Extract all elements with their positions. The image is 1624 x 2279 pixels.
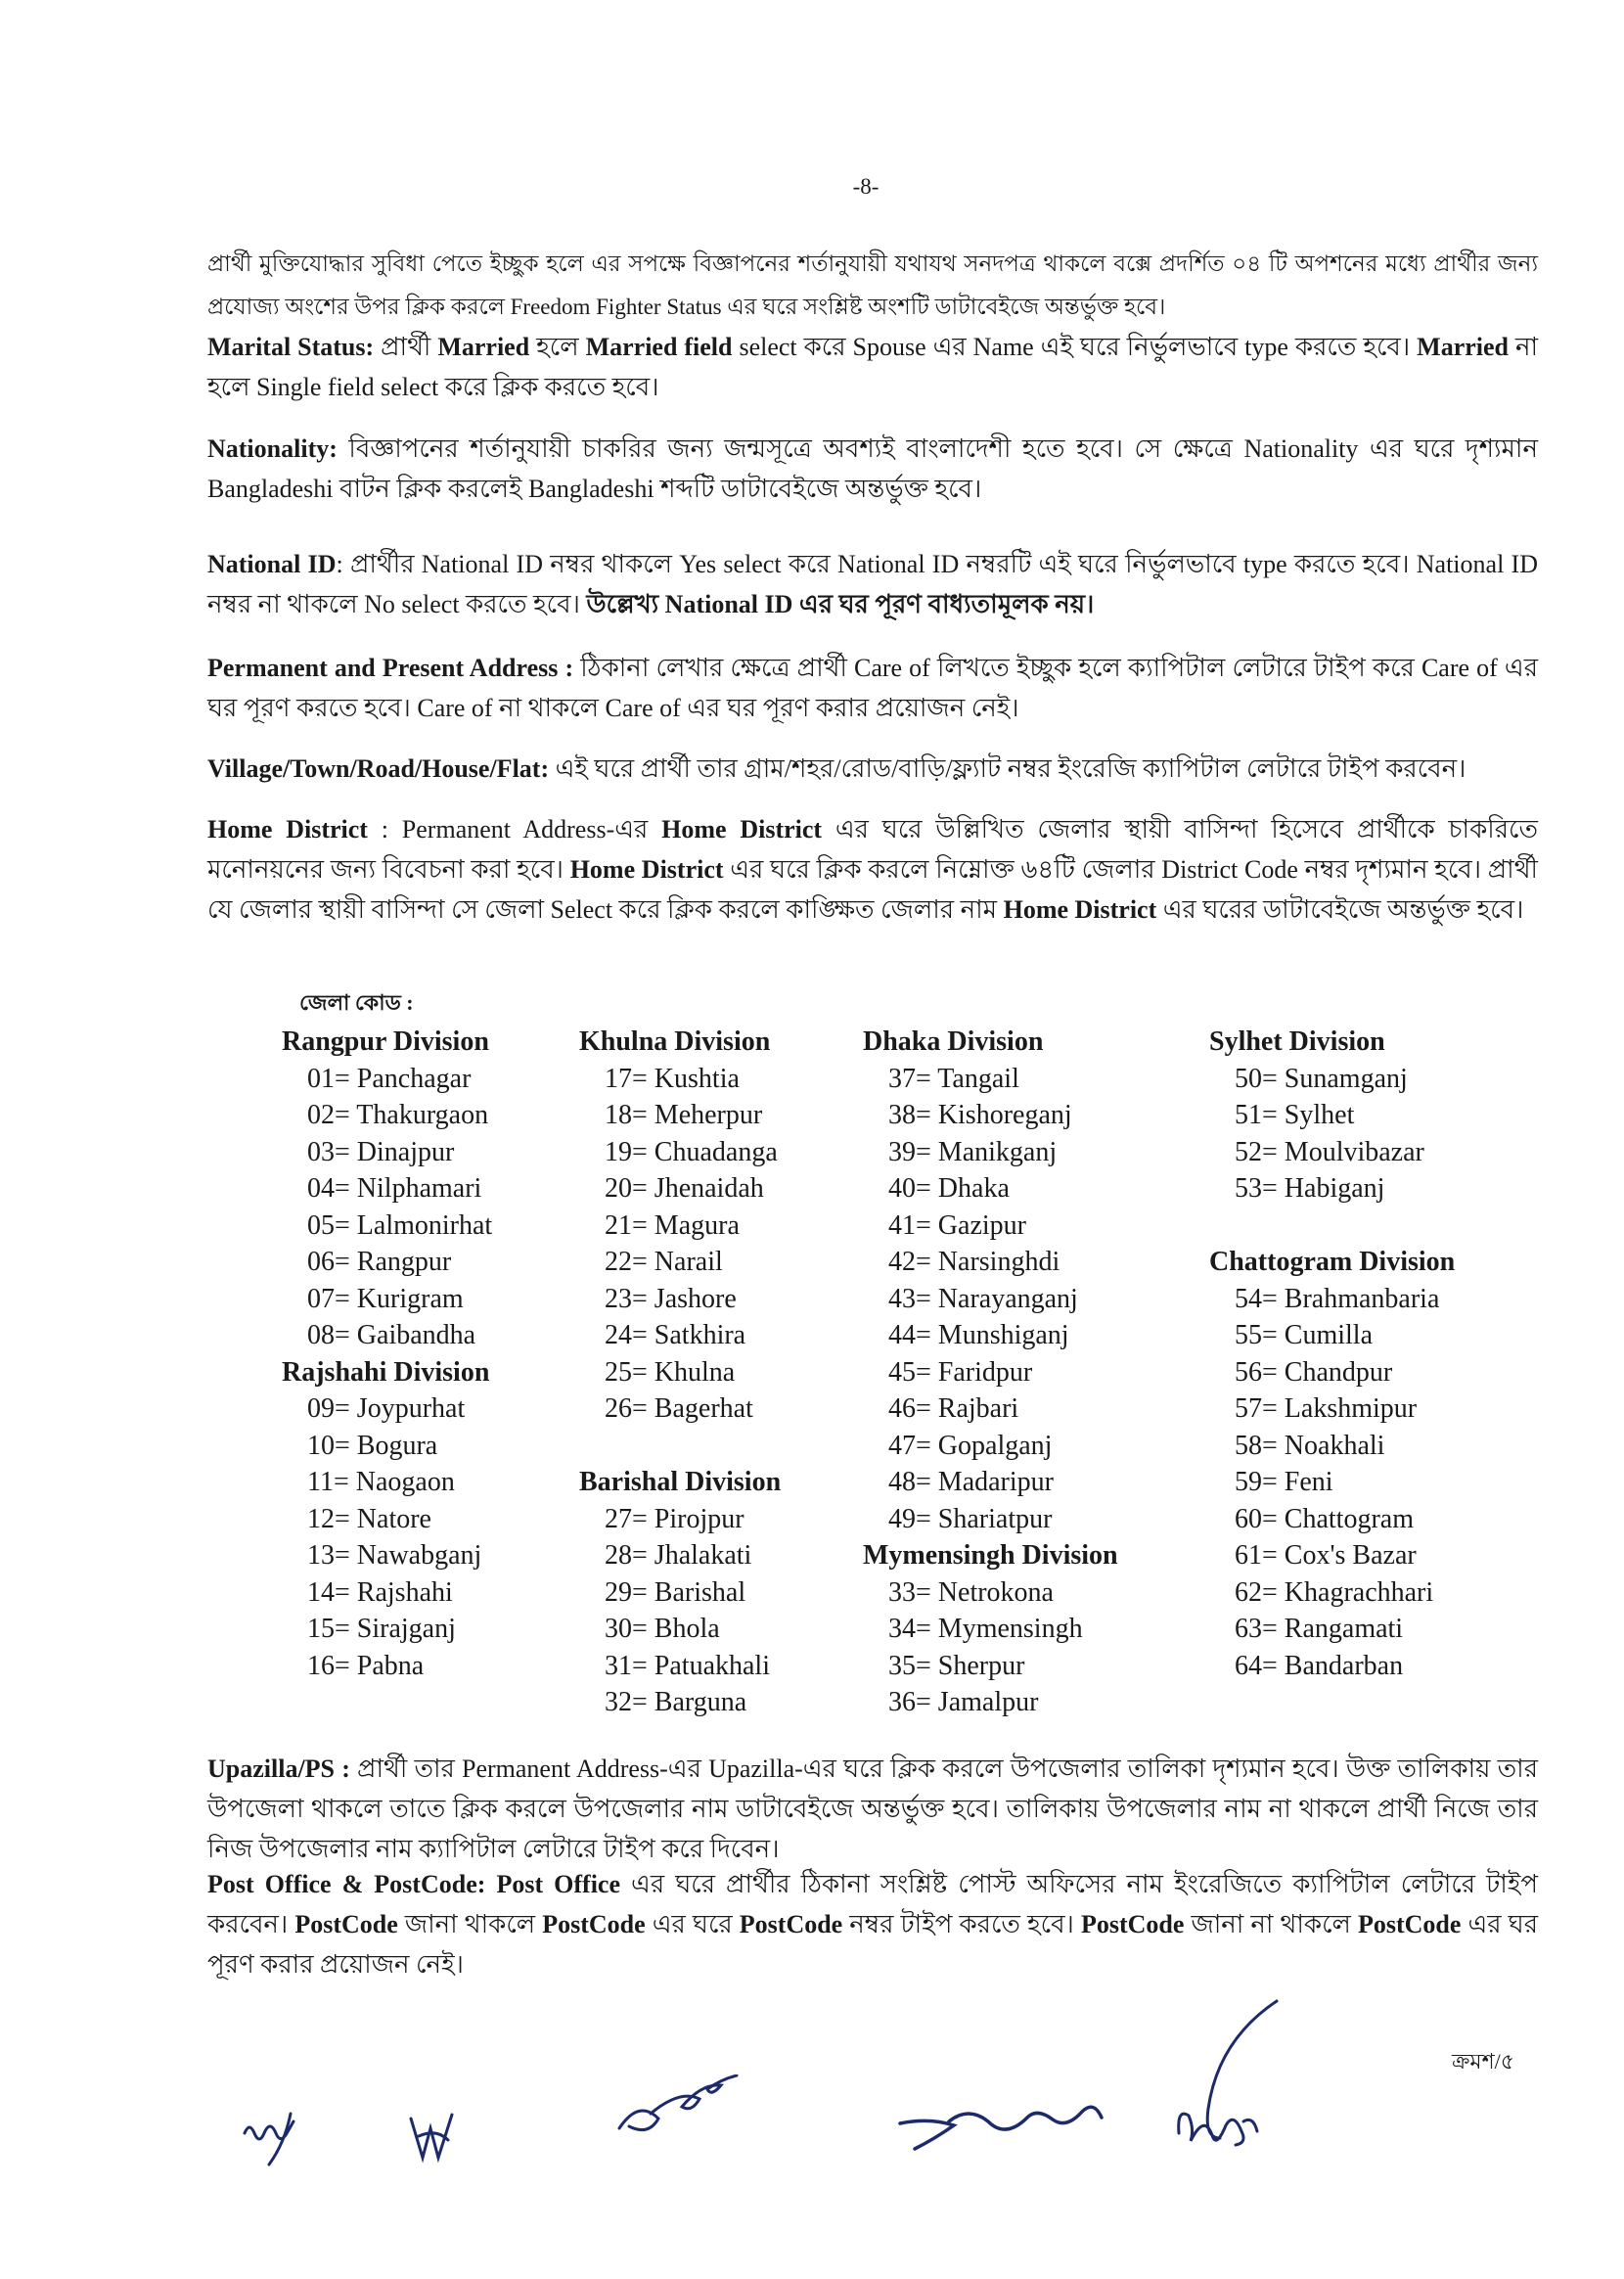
home-district-text: এর ঘরে ক্লিক করলে নিম্নোক্ত ৬৪টি জেলার District Code নম্বর দৃশ্যমান হবে। প্রার্থী যে জেলার স্থায়ী বাসিন্দা সে জেলা Select করে ক্লিক করলে কাঙ্ক্ষিত জেলার নাম bbox=[207, 855, 1538, 924]
district-entry: 56= Chandpur bbox=[1235, 1356, 1393, 1388]
district-entry: 44= Munshiganj bbox=[888, 1320, 1069, 1350]
marital-bold: Married bbox=[437, 333, 530, 361]
district-entry: 63= Rangamati bbox=[1235, 1614, 1404, 1644]
district-entry: 53= Habiganj bbox=[1235, 1173, 1385, 1204]
signature-4 bbox=[895, 2094, 1110, 2163]
district-entry: 64= Bandarban bbox=[1235, 1650, 1404, 1681]
signature-1 bbox=[240, 2104, 318, 2172]
district-entry: 52= Moulvibazar bbox=[1235, 1136, 1424, 1167]
division-heading: Rajshahi Division bbox=[282, 1356, 490, 1388]
district-entry: 10= Bogura bbox=[307, 1430, 438, 1461]
district-entry: 23= Jashore bbox=[605, 1283, 737, 1314]
national-id-note: উল্লেখ্য National ID এর ঘর পূরণ বাধ্যতামূলক নয়। bbox=[586, 590, 1095, 618]
district-list bbox=[1209, 1061, 1455, 1208]
district-entry: 49= Shariatpur bbox=[888, 1503, 1053, 1534]
district-entry: 38= Kishoreganj bbox=[888, 1100, 1072, 1130]
district-entry: 22= Narail bbox=[605, 1247, 723, 1277]
signature-2 bbox=[401, 2099, 470, 2177]
district-entry: 51= Sylhet bbox=[1235, 1100, 1355, 1130]
district-entry: 05= Lalmonirhat bbox=[307, 1209, 493, 1241]
district-entry: 06= Rangpur bbox=[307, 1247, 452, 1277]
district-entry: 16= Pabna bbox=[307, 1650, 425, 1681]
district-entry: 62= Khagrachhari bbox=[1235, 1576, 1434, 1608]
district-entry: 11= Naogaon bbox=[307, 1467, 455, 1497]
district-entry: 20= Jhenaidah bbox=[605, 1173, 764, 1204]
district-entry: 17= Kushtia bbox=[605, 1063, 740, 1094]
division-heading: Khulna Division bbox=[579, 1026, 771, 1057]
post-text: জানা না থাকলে bbox=[1184, 1910, 1358, 1938]
district-entry: 28= Jhalakati bbox=[605, 1540, 752, 1571]
home-district-bold: Home District bbox=[1003, 895, 1157, 924]
district-entry: 26= Bagerhat bbox=[605, 1393, 753, 1424]
national-id-paragraph bbox=[207, 544, 1538, 624]
home-district-text: : Permanent Address-এর bbox=[367, 815, 662, 843]
freedom-fighter-paragraph bbox=[207, 243, 1538, 329]
district-column-4 bbox=[1209, 1024, 1455, 1684]
district-entry: 03= Dinajpur bbox=[307, 1136, 455, 1167]
marital-text: হলে bbox=[529, 333, 586, 361]
district-entry: 59= Feni bbox=[1235, 1467, 1333, 1497]
district-entry: 61= Cox's Bazar bbox=[1235, 1540, 1417, 1571]
address-text: ঠিকানা লেখার ক্ষেত্রে প্রার্থী Care of লিখতে ইচ্ছুক হলে ক্যাপিটাল লেটারে টাইপ করে Care of এর ঘর পূরণ করতে হবে। Care of না থাকলে Care of এর ঘর পূরণ করার প্রয়োজন নেই। bbox=[207, 654, 1538, 722]
national-id-label: National ID bbox=[207, 550, 337, 578]
post-bold: PostCode bbox=[1080, 1910, 1185, 1938]
district-list bbox=[1209, 1281, 1455, 1685]
post-text: এর ঘরে bbox=[645, 1910, 740, 1938]
district-list bbox=[863, 1061, 1118, 1538]
district-entry: 09= Joypurhat bbox=[307, 1393, 466, 1424]
district-entry: 36= Jamalpur bbox=[888, 1687, 1039, 1717]
village-paragraph bbox=[207, 749, 1538, 789]
division-heading: Rangpur Division bbox=[282, 1026, 489, 1057]
district-codes-label: জেলা কোড : bbox=[299, 990, 414, 1015]
post-bold: Post Office bbox=[485, 1870, 621, 1898]
division-heading: Mymensingh Division bbox=[863, 1540, 1118, 1571]
home-district-text: এর ঘরে উল্লিখিত জেলার স্থায়ী বাসিন্দা হিসেবে প্রার্থীকে চাকরিতে মনোনয়নের জন্য বিবেচনা করা হবে। bbox=[207, 815, 1538, 884]
marital-status-paragraph bbox=[207, 327, 1538, 407]
division-heading: Dhaka Division bbox=[863, 1026, 1044, 1057]
upazila-paragraph bbox=[207, 1749, 1538, 1869]
district-entry: 57= Lakshmipur bbox=[1235, 1393, 1418, 1424]
village-label: Village/Town/Road/House/Flat: bbox=[207, 754, 550, 783]
post-text: জানা থাকলে bbox=[397, 1910, 543, 1938]
nationality-paragraph bbox=[207, 429, 1538, 509]
division-heading: Sylhet Division bbox=[1209, 1026, 1385, 1057]
district-entry: 37= Tangail bbox=[888, 1063, 1019, 1094]
signature-3 bbox=[611, 2074, 758, 2143]
post-text: এর ঘর পূরণ করার প্রয়োজন নেই। bbox=[207, 1910, 1539, 1979]
district-entry: 54= Brahmanbaria bbox=[1235, 1283, 1440, 1314]
home-district-label: Home District bbox=[207, 815, 368, 843]
freedom-fighter-text: প্রার্থী মুক্তিযোদ্ধার সুবিধা পেতে ইচ্ছুক হলে এর সপক্ষে বিজ্ঞাপনের শর্তানুযায়ী যথাযথ সনদপত্র থাকলে বক্সে প্রদর্শিত ০৪ টি অপশনের মধ্যে প্রার্থীর জন্য প্রযোজ্য অংশের উপর ক্লিক করলে Freedom Fighter Status এর ঘরে সংশ্লিষ্ট অংশটি ডাটাবেইজে অন্তর্ভুক্ত হবে। bbox=[207, 251, 1538, 319]
district-entry: 15= Sirajganj bbox=[307, 1614, 456, 1644]
post-office-paragraph bbox=[207, 1864, 1538, 1984]
district-entry: 18= Meherpur bbox=[605, 1100, 763, 1130]
marital-text: না হলে Single field select করে ক্লিক করতে হবে। bbox=[207, 333, 1539, 401]
home-district-bold: Home District bbox=[661, 815, 823, 843]
home-district-text: এর ঘরের ডাটাবেইজে অন্তর্ভুক্ত হবে। bbox=[1156, 895, 1524, 924]
marital-bold: Married field bbox=[585, 333, 733, 361]
district-column-3 bbox=[863, 1024, 1118, 1721]
district-entry: 01= Panchagar bbox=[307, 1063, 472, 1094]
district-entry: 40= Dhaka bbox=[888, 1173, 1010, 1204]
post-bold: PostCode bbox=[739, 1910, 843, 1938]
upazila-label: Upazilla/PS : bbox=[207, 1755, 350, 1783]
upazila-text: প্রার্থী তার Permanent Address-এর Upazilla-এর ঘরে ক্লিক করলে উপজেলার তালিকা দৃশ্যমান হবে। উক্ত তালিকায় তার উপজেলা থাকলে তাতে ক্লিক করলে উপজেলার নাম ডাটাবেইজে অন্তর্ভুক্ত হবে। তালিকায় উপজেলার নাম না থাকলে প্রার্থী নিজে তার নিজ উপজেলার নাম ক্যাপিটাল লেটারে টাইপ করে দিবেন। bbox=[207, 1755, 1538, 1863]
post-bold: PostCode bbox=[542, 1910, 646, 1938]
post-text: নম্বর টাইপ করতে হবে। bbox=[842, 1910, 1081, 1938]
nationality-label: Nationality: bbox=[207, 434, 338, 463]
district-entry: 02= Thakurgaon bbox=[307, 1100, 489, 1130]
district-entry: 39= Manikganj bbox=[888, 1136, 1058, 1167]
marital-text: select করে Spouse এর Name এই ঘরে নির্ভুলভাবে type করতে হবে। bbox=[732, 333, 1418, 361]
district-list bbox=[579, 1501, 781, 1721]
post-text: এর ঘরে প্রার্থীর ঠিকানা সংশ্লিষ্ট পোস্ট অফিসের নাম ইংরেজিতে ক্যাপিটাল লেটারে টাইপ করবেন। bbox=[207, 1870, 1538, 1938]
signature-5 bbox=[1159, 1996, 1286, 2163]
nationality-text: বিজ্ঞাপনের শর্তানুযায়ী চাকরির জন্য জন্মসূত্রে অবশ্যই বাংলাদেশী হতে হবে। সে ক্ষেত্রে Nationality এর ঘরে দৃশ্যমান Bangladeshi বাটন ক্লিক করলেই Bangladeshi শব্দটি ডাটাবেইজে অন্তর্ভুক্ত হবে। bbox=[207, 434, 1538, 503]
address-label: Permanent and Present Address : bbox=[207, 654, 574, 682]
district-list bbox=[579, 1061, 781, 1428]
district-entry: 41= Gazipur bbox=[888, 1209, 1026, 1241]
post-bold: PostCode bbox=[294, 1910, 398, 1938]
address-paragraph bbox=[207, 648, 1538, 728]
district-entry: 35= Sherpur bbox=[888, 1650, 1025, 1681]
division-heading: Barishal Division bbox=[579, 1467, 782, 1497]
district-column-1 bbox=[282, 1024, 492, 1684]
district-entry: 46= Rajbari bbox=[888, 1393, 1019, 1424]
district-entry: 50= Sunamganj bbox=[1235, 1063, 1408, 1094]
district-entry: 21= Magura bbox=[605, 1209, 740, 1241]
district-entry: 43= Narayanganj bbox=[888, 1283, 1078, 1314]
post-office-label: Post Office & PostCode: bbox=[207, 1870, 486, 1898]
division-heading: Chattogram Division bbox=[1209, 1247, 1456, 1277]
district-entry: 25= Khulna bbox=[605, 1356, 736, 1388]
district-entry: 13= Nawabganj bbox=[307, 1540, 482, 1571]
marital-bold: Married bbox=[1417, 333, 1509, 361]
district-entry: 14= Rajshahi bbox=[307, 1576, 453, 1608]
district-entry: 08= Gaibandha bbox=[307, 1320, 476, 1350]
marital-status-label: Marital Status: bbox=[207, 333, 375, 361]
district-column-2 bbox=[579, 1024, 781, 1721]
district-entry: 48= Madaripur bbox=[888, 1467, 1054, 1497]
home-district-paragraph bbox=[207, 809, 1538, 930]
district-list bbox=[282, 1061, 492, 1354]
district-entry: 19= Chuadanga bbox=[605, 1136, 778, 1167]
district-entry: 04= Nilphamari bbox=[307, 1173, 482, 1204]
district-entry: 33= Netrokona bbox=[888, 1576, 1054, 1608]
district-entry: 07= Kurigram bbox=[307, 1283, 464, 1314]
district-entry: 31= Patuakhali bbox=[605, 1650, 770, 1681]
district-entry: 32= Barguna bbox=[605, 1687, 747, 1717]
district-entry: 42= Narsinghdi bbox=[888, 1247, 1060, 1277]
district-entry: 55= Cumilla bbox=[1235, 1320, 1374, 1350]
district-entry: 30= Bhola bbox=[605, 1614, 720, 1644]
district-entry: 29= Barishal bbox=[605, 1576, 746, 1608]
marital-text: প্রার্থী bbox=[374, 333, 438, 361]
district-entry: 60= Chattogram bbox=[1235, 1503, 1414, 1534]
district-entry: 58= Noakhali bbox=[1235, 1430, 1385, 1461]
district-entry: 24= Satkhira bbox=[605, 1320, 746, 1350]
national-id-text: : প্রার্থীর National ID নম্বর থাকলে Yes select করে National ID নম্বরটি এই ঘরে নির্ভুলভাবে type করতে হবে। National ID নম্বর না থাকলে No select করতে হবে। bbox=[207, 550, 1538, 618]
district-entry: 45= Faridpur bbox=[888, 1356, 1033, 1388]
home-district-bold: Home District bbox=[569, 855, 724, 884]
district-entry: 47= Gopalganj bbox=[888, 1430, 1053, 1461]
district-list bbox=[282, 1390, 492, 1684]
district-entry: 12= Natore bbox=[307, 1503, 431, 1534]
district-entry: 34= Mymensingh bbox=[888, 1614, 1083, 1644]
district-list bbox=[863, 1574, 1118, 1721]
page-number: -8- bbox=[852, 174, 880, 199]
village-text: এই ঘরে প্রার্থী তার গ্রাম/শহর/রোড/বাড়ি/ফ্ল্যাট নম্বর ইংরেজি ক্যাপিটাল লেটারে টাইপ করবেন। bbox=[549, 754, 1466, 783]
continued-marker: ক্রমশ/৫ bbox=[1452, 2049, 1515, 2074]
district-entry: 27= Pirojpur bbox=[605, 1503, 744, 1534]
post-bold: PostCode bbox=[1357, 1910, 1462, 1938]
